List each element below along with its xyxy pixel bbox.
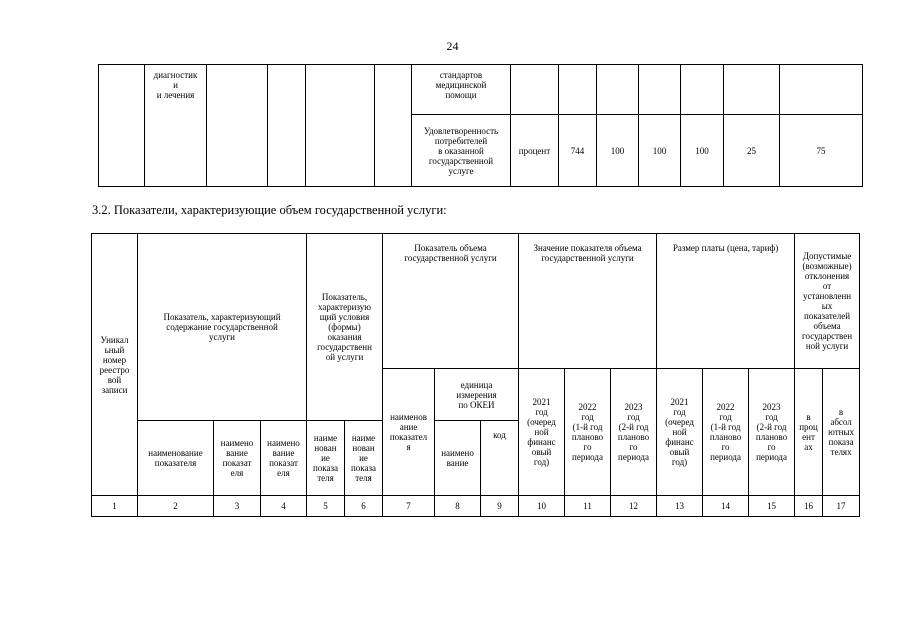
column-number: 1 (92, 496, 138, 517)
header-fee-2021: 2021 год (очеред ной финанс овый год) (657, 369, 703, 496)
satisfaction-2023: 100 (681, 115, 724, 187)
diagnostics-cell: диагностик и и лечения (145, 65, 207, 187)
header-value-2023: 2023 год (2-й год планово го периода (611, 369, 657, 496)
satisfaction-indicator: Удовлетворенность потребителей в оказанной государственной услуге (412, 115, 511, 187)
header-volume-value: Значение показателя объема государственной услуги (519, 234, 657, 369)
column-number: 15 (749, 496, 795, 517)
header-conditions-indicator: Показатель, характеризую щий условия (формы) оказания государственн ой услуги (307, 234, 383, 421)
header-unit-okei: единица измерения по ОКЕИ (435, 369, 519, 421)
page-number: 24 (446, 39, 459, 53)
satisfaction-2022: 100 (639, 115, 681, 187)
column-number: 8 (435, 496, 481, 517)
header-value-2021: 2021 год (очеред ной финанс овый год) (519, 369, 565, 496)
top-cell-6 (375, 65, 412, 187)
header-unit-code: код (481, 421, 519, 496)
top-empty-dev-pct (724, 65, 780, 115)
header-unit-name: наимено вание (435, 421, 481, 496)
column-number: 17 (823, 496, 860, 517)
header-deviation: Допустимые (возможные) отклонения от установленн ых показателей объема государствен ной услуги (795, 234, 860, 369)
column-number: 5 (307, 496, 345, 517)
top-cell-3 (207, 65, 268, 187)
satisfaction-2021: 100 (597, 115, 639, 187)
top-cell-5 (306, 65, 375, 187)
header-dev-absolute: в абсол ютных показа телях (823, 369, 860, 496)
header-fee-2022: 2022 год (1-й год планово го периода (703, 369, 749, 496)
header-condition-name-2: наиме нован ие показа теля (345, 421, 383, 496)
top-empty-2022 (639, 65, 681, 115)
column-number: 16 (795, 496, 823, 517)
header-indicator-name: наименов ание показател я (383, 369, 435, 496)
standards-cell: стандартов медицинской помощи (412, 65, 511, 115)
header-fee: Размер платы (цена, тариф) (657, 234, 795, 369)
top-cell-1 (99, 65, 145, 187)
header-content-name-2: наимено вание показат еля (214, 421, 261, 496)
column-number: 4 (261, 496, 307, 517)
column-number: 13 (657, 496, 703, 517)
volume-indicators-table (91, 233, 860, 517)
top-cell-4 (268, 65, 306, 187)
column-number: 7 (383, 496, 435, 517)
column-number: 3 (214, 496, 261, 517)
satisfaction-dev-abs: 75 (780, 115, 863, 187)
header-volume-indicator: Показатель объема государственной услуги (383, 234, 519, 369)
column-number: 9 (481, 496, 519, 517)
top-empty-unit (511, 65, 559, 115)
section-title: 3.2. Показатели, характеризующие объем государственной услуги: (92, 203, 447, 217)
top-empty-2021 (597, 65, 639, 115)
column-number: 12 (611, 496, 657, 517)
column-number: 2 (138, 496, 214, 517)
satisfaction-unit: процент (511, 115, 559, 187)
top-empty-2023 (681, 65, 724, 115)
header-content-name-3: наимено вание показат еля (261, 421, 307, 496)
column-number: 6 (345, 496, 383, 517)
header-dev-percent: в проц ент ах (795, 369, 823, 496)
column-number: 10 (519, 496, 565, 517)
satisfaction-code: 744 (559, 115, 597, 187)
top-empty-dev-abs (780, 65, 863, 115)
satisfaction-dev-percent: 25 (724, 115, 780, 187)
column-number: 11 (565, 496, 611, 517)
header-condition-name-1: наиме нован ие показа теля (307, 421, 345, 496)
header-value-2022: 2022 год (1-й год планово го периода (565, 369, 611, 496)
header-unique-number: Уникал ьный номер реестро вой записи (92, 234, 138, 496)
header-content-indicator: Показатель, характеризующий содержание государственной услуги (138, 234, 307, 421)
indicators-quality-table (98, 64, 863, 187)
top-empty-code (559, 65, 597, 115)
header-fee-2023: 2023 год (2-й год планово го периода (749, 369, 795, 496)
column-number: 14 (703, 496, 749, 517)
header-content-name-1: наименование показателя (138, 421, 214, 496)
